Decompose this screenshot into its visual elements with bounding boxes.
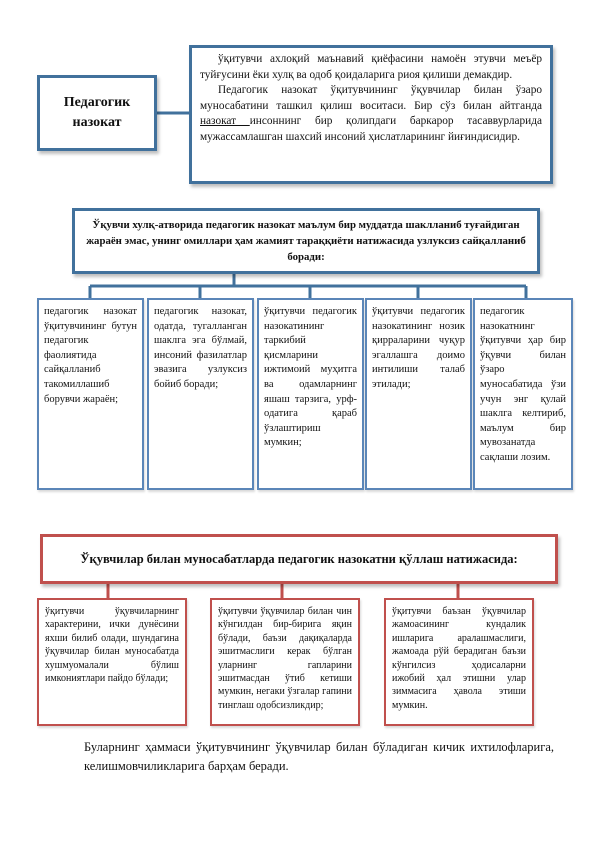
feature-column-5-text: педагогик назокатнинг ўқитувчи ҳар бир ўқувчи билан ўзаро муносабатида ўзи учун энг қулай шаклга келтириб, маълум бир мувозанатда сақлаши лозим. <box>480 306 566 463</box>
result-title: Ўқувчилар билан муносабатларда педагогик назокатни қўллаш натижасида: <box>80 552 518 566</box>
feature-column-3 <box>257 298 364 490</box>
result-column-1-text: ўқитувчи ўқувчиларнинг характерини, ички дунёсини яхши билиб олади, шундагина ўқувчилар билан муносабатда хушмуомалали бўлиш имкониятлари пайдо бўлади; <box>45 606 179 685</box>
formation-process-text: Ўқувчи хулқ-атворида педагогик назокат маълум бир муддатда шаклланиб туғайдиган жараён эмас, унинг омиллари ҳам жамият тараққиёти натижасида узлуксиз сайқалланиб боради: <box>86 219 526 263</box>
feature-column-2 <box>147 298 254 490</box>
result-column-3 <box>384 598 534 726</box>
result-column-2 <box>210 598 360 726</box>
feature-column-1 <box>37 298 144 490</box>
definition-underlined-word: назокат <box>200 115 250 127</box>
definition-paragraph-2-start: Педагогик назокат ўқитувчининг ўқувчилар билан ўзаро муносабатини ташкил қилиш воситаси. Бир сўз билан айтганда <box>200 84 542 112</box>
feature-column-1-text: педагогик назокат ўқитувчининг бутун педагогик фаолиятида сайқалланиб такомиллашиб борувчи жараён; <box>44 306 137 405</box>
result-box <box>40 534 558 584</box>
feature-column-3-text: ўқитувчи педагогик назокатининг таркибий қисмларини ижтимоий муҳитга ва одамларнинг яшаш тарзига, урф-одатига қараб ўзлаштириш мумкин; <box>264 306 357 449</box>
formation-process-box <box>72 208 540 274</box>
definition-paragraph-1: ўқитувчи ахлоқий маънавий қиёфасини намоён этувчи меъёр туйғусини ёки хулқ ва одоб қоидаларига риоя қилиши демакдир. <box>200 53 542 81</box>
feature-column-2-text: педагогик назокат, одатда, тугалланган шаклга эга бўлмай, инсоний фазилатлар эвазига узлуксиз бойиб боради; <box>154 306 247 390</box>
footer-paragraph <box>84 738 554 776</box>
feature-column-5 <box>473 298 573 490</box>
footer-text: Буларнинг ҳаммаси ўқитувчининг ўқувчилар билан бўладиган кичик ихтилофларига, келишмовчиликларига барҳам беради. <box>84 740 554 773</box>
definition-paragraph-2-end: инсоннинг бир қолипдаги баркарор тасаввурларида мужассамлашган шахсий инсоний ҳислатларининг йиғиндисидир. <box>200 115 542 143</box>
feature-column-4-text: ўқитувчи педагогик назокатининг нозик қирраларини чуқур эгаллашга доимо интилиши талаб этилади; <box>372 306 465 390</box>
result-column-3-text: ўқитувчи баъзан ўқувчилар жамоасининг кундалик ишларига аралашмаслиги, жамоада рўй берадиган баъзи кўнгилсиз ҳодисаларни ижобий ҳал этишни улар зиммасига ҳавола этиши мумкин. <box>392 606 526 711</box>
result-column-1 <box>37 598 187 726</box>
result-column-2-text: ўқитувчи ўқувчилар билан чин кўнгилдан бир-бирига яқин бўлади, баъзи дақиқаларда эшитмаслиги керак бўлган уларнинг гапларини эшитмасдан ўтиб кетиши мумкин, негаки ўзгалар гапини тинглаш одобсизликдир; <box>218 606 352 711</box>
definition-paragraph-2 <box>200 83 542 145</box>
title-text: Педагогик назокат <box>63 95 131 130</box>
definition-box <box>189 45 553 184</box>
title-box <box>37 75 157 151</box>
feature-column-4 <box>365 298 472 490</box>
